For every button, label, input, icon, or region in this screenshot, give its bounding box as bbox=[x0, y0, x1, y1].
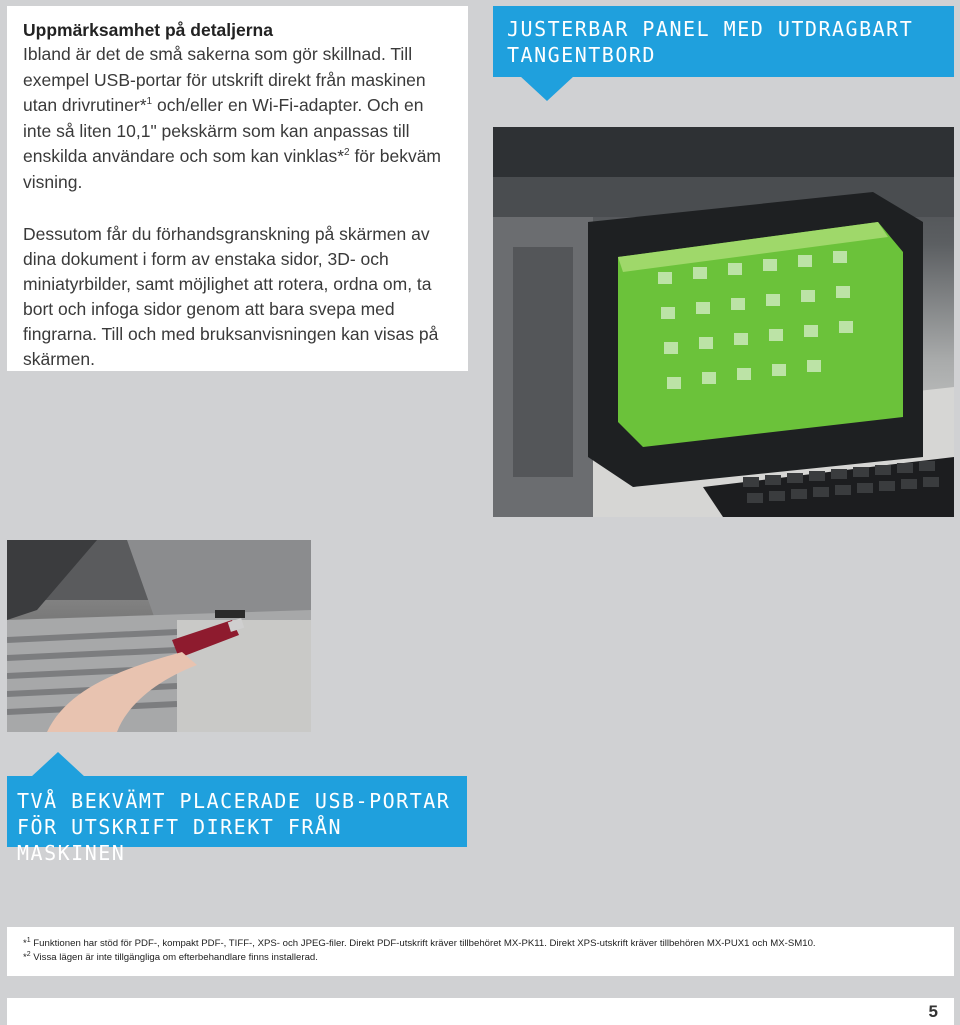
usb-callout-label: TVÅ BEKVÄMT PLACERADE USB-PORTAR FÖR UTSKRIFT DIREKT FRÅN MASKINEN bbox=[7, 776, 467, 847]
page-number: 5 bbox=[928, 1002, 938, 1021]
callout-arrow-up-icon bbox=[31, 752, 85, 777]
usb-port-photo bbox=[7, 540, 311, 732]
page-footer bbox=[7, 998, 954, 1025]
footnote-1: *$^1$ Funktionen har stöd för PDF-, kompakt PDF-, TIFF-, XPS- och JPEG-filer. Direkt PDF-utskrift kräver tillbehöret MX-PK11. Direkt XPS-utskrift kräver tillbehören MX-PUX1 och MX-SM10. bbox=[23, 936, 816, 949]
footnote-ref-2: 2 bbox=[344, 147, 350, 159]
intro-paragraph-2: Dessutom får du förhandsgranskning på skärmen av dina dokument i form av enstaka sidor, 3D- och miniatyrbilder, samt möjlighet att rotera, ordna om, ta bort och infoga sidor genom att bara svepa med fingrarna. Till och med bruksanvisningen kan visas på skärmen. bbox=[23, 224, 439, 369]
panel-callout-label: JUSTERBAR PANEL MED UTDRAGBART TANGENTBORD bbox=[493, 6, 954, 77]
callout-arrow-down-icon bbox=[520, 76, 574, 101]
footnote-2: *$^2$ Vissa lägen är inte tillgängliga om efterbehandlare finns installerad. bbox=[23, 950, 318, 963]
control-panel-photo bbox=[493, 127, 954, 517]
intro-heading: Uppmärksamhet på detaljerna bbox=[23, 20, 273, 40]
intro-text-box bbox=[7, 6, 468, 371]
footnote-ref-1: 1 bbox=[146, 96, 153, 108]
footnotes bbox=[7, 927, 954, 976]
intro-paragraph-1: Ibland är det de små sakerna som gör skillnad. Till exempel USB-portar för utskrift direkt från maskinen utan drivrutiner*$^1$ och/eller en Wi-Fi-adapter. Och en inte så liten 10,1" pekskärm som kan anpassas till enskilda användare och som kan vinklas*$^2$ för bekväm visning. bbox=[23, 44, 442, 192]
